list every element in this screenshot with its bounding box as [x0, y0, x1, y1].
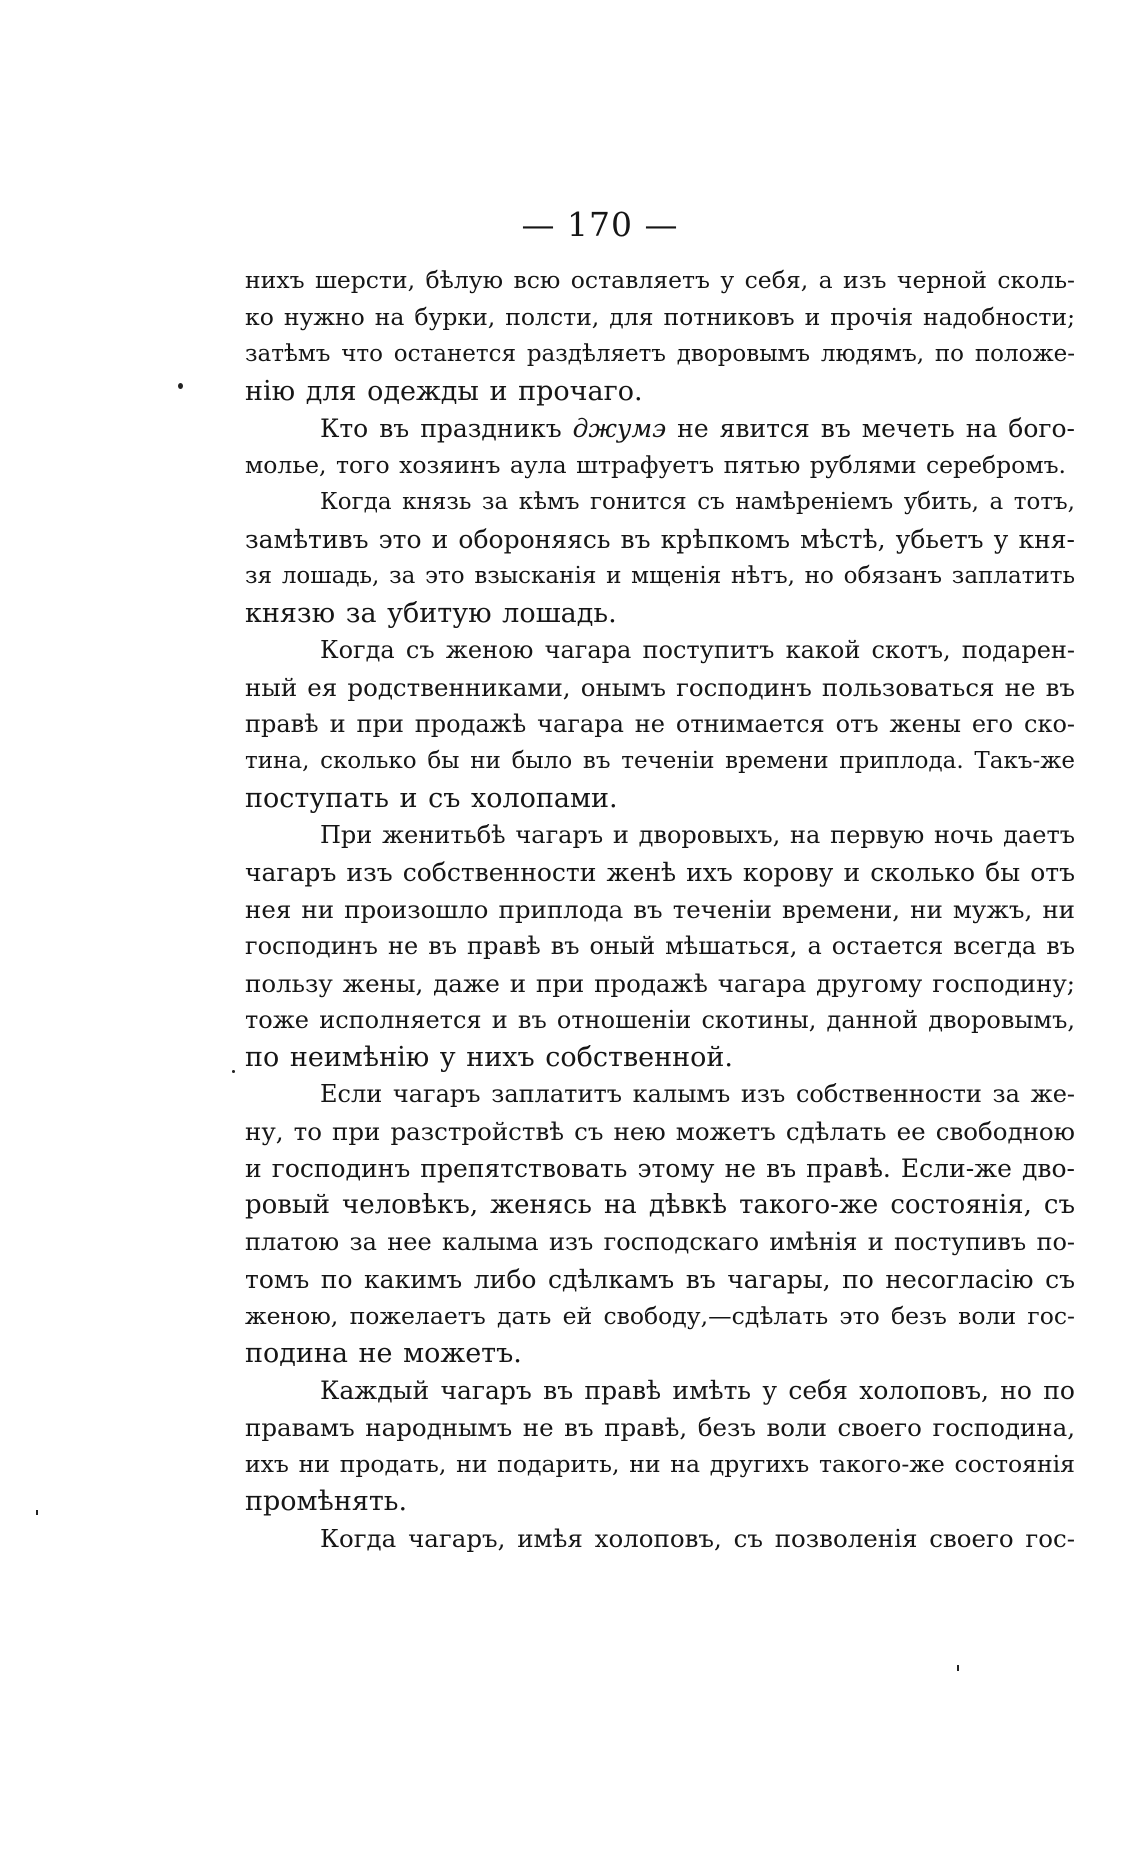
- line-suffix: не явится въ мечеть на бого-: [666, 414, 1075, 443]
- paragraph-7: [245, 1372, 1075, 1520]
- text-line: князю за убитую лошадь.: [245, 598, 617, 629]
- text-line: ровый человѣкъ, женясь на дѣвкѣ такого-же состоянія, съ: [245, 1190, 1075, 1220]
- text-line: правамъ народнымъ не въ правѣ, безъ воли своего господина,: [245, 1413, 1075, 1442]
- text-line: нея ни произошло приплода въ теченіи времени, ни мужъ, ни: [245, 895, 1075, 924]
- text-line: поступать и съ холопами.: [245, 783, 618, 814]
- text-line: тоже исполняется и въ отношеніи скотины, данной дворовымъ,: [245, 1006, 1075, 1034]
- text-line: ну, то при разстройствѣ съ нею можетъ сдѣлать ее свободною: [245, 1117, 1075, 1146]
- text-line: Если чагаръ заплатитъ калымъ изъ собственности за же-: [320, 1080, 1075, 1108]
- page-number: — 170 —: [521, 205, 679, 244]
- text-line: Каждый чагаръ въ правѣ имѣть у себя холоповъ, но по: [320, 1376, 1075, 1405]
- body-text: [245, 262, 1075, 1557]
- text-line: молье, того хозяинъ аула штрафуетъ пятью рублями серебромъ.: [245, 451, 1067, 479]
- line-prefix: Кто въ праздникъ: [320, 414, 573, 443]
- text-line: ихъ ни продать, ни подарить, ни на другихъ такого-же состоянія: [245, 1450, 1075, 1478]
- text-line: При женитьбѣ чагаръ и дворовыхъ, на первую ночь даетъ: [320, 821, 1075, 849]
- text-line: томъ по какимъ либо сдѣлкамъ въ чагары, по несогласію съ: [245, 1265, 1075, 1294]
- paragraph-5: [245, 817, 1075, 1076]
- text-line: господинъ не въ правѣ въ оный мѣшаться, а остается всегда въ: [245, 932, 1075, 960]
- text-line: замѣтивъ это и обороняясь въ крѣпкомъ мѣстѣ, убьетъ у кня-: [245, 525, 1075, 554]
- text-line: женою, пожелаетъ дать ей свободу,—сдѣлать это безъ воли гос-: [245, 1302, 1075, 1330]
- text-line: чагаръ изъ собственности женѣ ихъ корову и сколько бы отъ: [245, 858, 1075, 887]
- text-line: тина, сколько бы ни было въ теченіи времени приплода. Такъ-же: [245, 748, 1075, 774]
- text-line: затѣмъ что останется раздѣляетъ дворовымъ людямъ, по положе-: [245, 341, 1075, 367]
- text-line: и господинъ препятствовать этому не въ правѣ. Если-же дво-: [245, 1154, 1075, 1183]
- text-line: нію для одежды и прочаго.: [245, 376, 643, 407]
- text-line: нихъ шерсти, бѣлую всю оставляетъ у себя, а изъ черной сколь-: [245, 266, 1075, 294]
- scan-speck: [36, 1510, 38, 1515]
- text-line-with-italic: [245, 410, 1075, 447]
- paragraph-1: [245, 262, 1075, 410]
- paragraph-4: [245, 632, 1075, 817]
- text-line: подина не можетъ.: [245, 1338, 522, 1369]
- text-line: пользу жены, даже и при продажѣ чагара другому господину;: [245, 969, 1075, 998]
- paragraph-6: [245, 1076, 1075, 1372]
- text-line: платою за нее калыма изъ господскаго имѣнія и поступивъ по-: [245, 1228, 1075, 1256]
- scan-speck: [957, 1665, 959, 1671]
- text-line: правѣ и при продажѣ чагара не отнимается отъ жены его ско-: [245, 710, 1075, 738]
- paragraph-8: [245, 1520, 1075, 1557]
- text-line: по неимѣнію у нихъ собственной.: [245, 1042, 733, 1073]
- paragraph-2: [245, 410, 1075, 484]
- scan-speck: [178, 383, 183, 389]
- text-line: зя лошадь, за это взысканія и мщенія нѣтъ, но обязанъ заплатить: [245, 563, 1075, 589]
- text-line: Когда чагаръ, имѣя холоповъ, съ позволенія своего гос-: [320, 1524, 1075, 1553]
- paragraph-3: [245, 484, 1075, 632]
- text-line: промѣнять.: [245, 1486, 408, 1517]
- scan-speck: [232, 1070, 235, 1073]
- text-line: ный ея родственниками, онымъ господинъ пользоваться не въ: [245, 673, 1075, 702]
- text-line: Когда князь за кѣмъ гонится съ намѣреніемъ убить, а тотъ,: [320, 489, 1075, 515]
- text-line: Когда съ женою чагара поступитъ какой скотъ, подарен-: [320, 636, 1075, 664]
- italic-term: джумэ: [572, 414, 667, 443]
- text-line: ко нужно на бурки, полсти, для потниковъ и прочія надобности;: [245, 303, 1075, 331]
